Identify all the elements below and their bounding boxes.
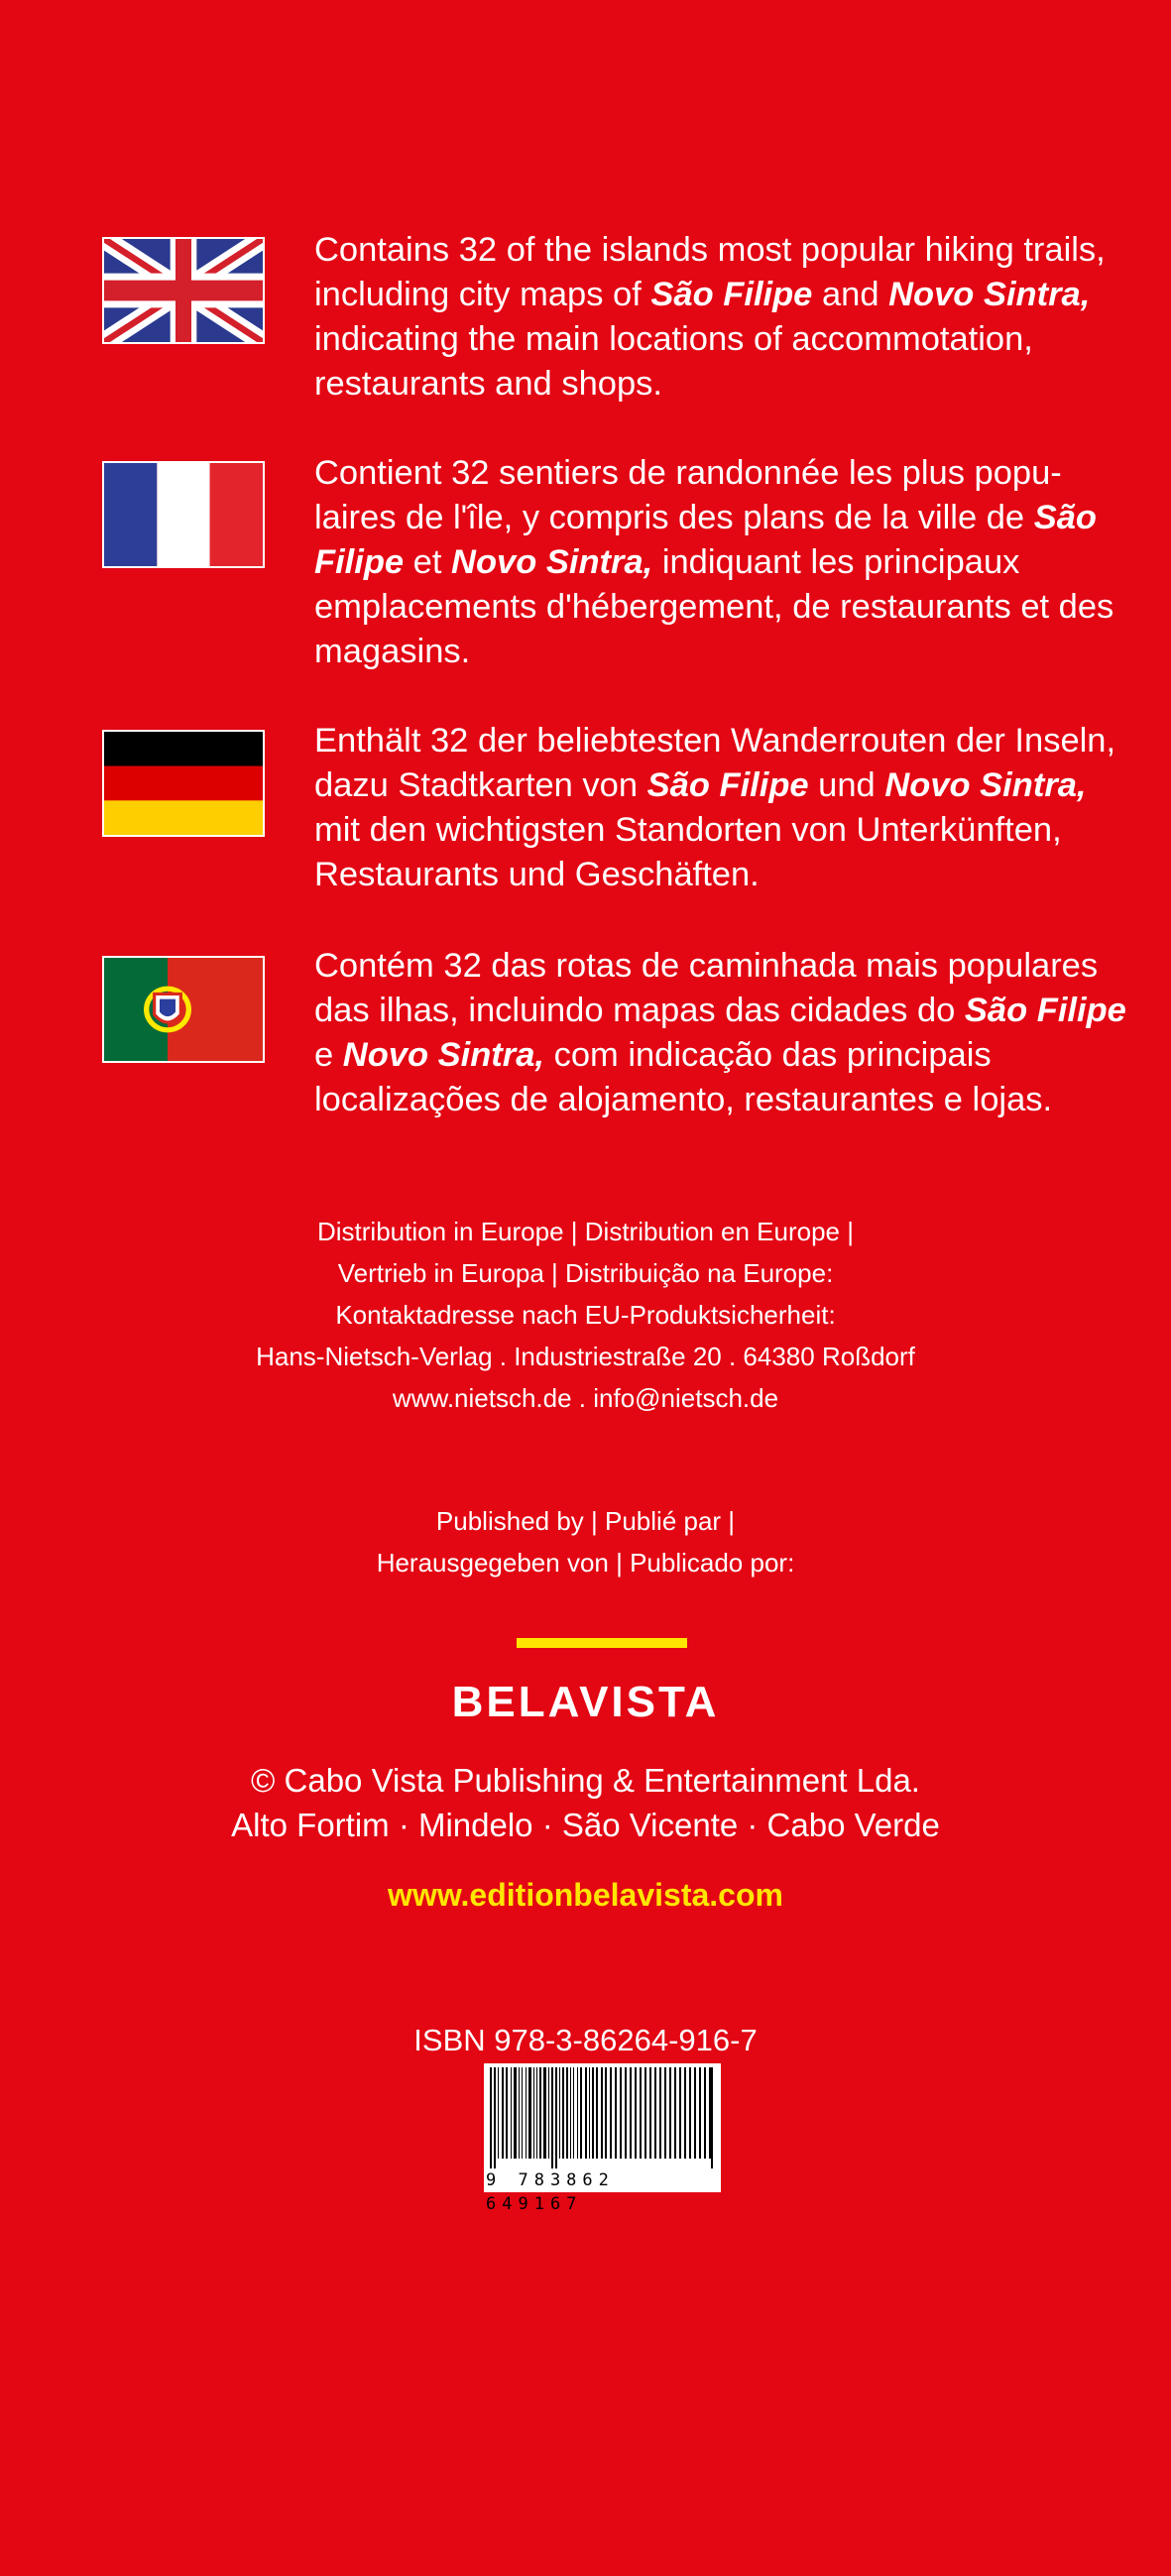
barcode-bar [615,2067,617,2159]
description-text: indicating the main locations of accommotation, restaurants and shops. [314,320,1033,403]
barcode-bar [533,2067,534,2159]
place-name: Novo Sintra, [342,1036,544,1074]
accent-divider [517,1638,687,1648]
language-description-en [314,228,1127,407]
place-name: Novo Sintra, [451,543,653,581]
publisher-website-link[interactable]: www.editionbelavista.com [388,1877,783,1913]
barcode-bar [490,2067,492,2168]
france-flag-icon [102,461,265,568]
barcode-bar [551,2067,553,2168]
barcode-bar [644,2067,646,2159]
description-text: Contém 32 das rotas de caminhada mais populares das ilhas, incluindo mapas das cidades do [314,947,1099,1029]
barcode-bar [526,2067,527,2159]
barcode-bar [559,2067,560,2159]
copyright-line: © Cabo Vista Publishing & Entertainment Lda. [251,1762,920,1799]
barcode-bar [498,2067,499,2159]
barcode-bar [630,2067,632,2159]
barcode-bar [684,2067,686,2159]
place-name: Novo Sintra, [888,276,1091,313]
barcode-bar [548,2067,549,2159]
description-text: e [314,1036,343,1074]
barcode-bar [605,2067,607,2159]
uk-flag-icon [102,237,265,344]
barcode-bar [589,2067,590,2159]
barcode-bar [659,2067,661,2159]
description-text: Contains 32 of the islands most popular hiking trails, including city maps of [314,231,1106,313]
description-text: mit den wichtigsten Standorten von Unterkünften, Restaurants und Geschäften. [314,811,1062,893]
barcode-bar [711,2067,713,2168]
published-by-line: Published by | Publié par | [435,1506,736,1536]
barcode-bar [539,2067,541,2159]
germany-flag-icon [102,730,265,837]
barcode-bar [694,2067,696,2159]
barcode-bar [649,2067,651,2159]
barcode-bar [522,2067,523,2159]
description-text: und [808,766,885,804]
barcode-bar [580,2067,582,2159]
description-text: et [404,543,452,581]
barcode-bar [585,2067,587,2159]
barcode-bar [625,2067,627,2159]
barcode-bar [596,2067,598,2159]
barcode-bar [592,2067,594,2159]
address-line: Alto Fortim · Mindelo · São Vicente · Cabo Verde [231,1807,940,1843]
distribution-contact: www.nietsch.de . info@nietsch.de [392,1383,779,1413]
description-text: indiquant les principaux emplacements d'hébergement, de restaurants et des magasins. [314,543,1114,670]
barcode-bar [573,2067,574,2159]
place-name: São Filipe [964,992,1126,1029]
barcode-bar [620,2067,622,2159]
published-by-line: Herausgegeben von | Publicado por: [376,1548,795,1578]
barcode-bar [654,2067,656,2159]
place-name: Novo Sintra, [884,766,1087,804]
distribution-line: Vertrieb in Europa | Distribuição na Europe: [337,1258,834,1288]
distribution-info [0,1211,1171,1419]
barcode-bar [511,2067,512,2159]
copyright-notice [0,1758,1171,1847]
barcode-bar [506,2067,508,2159]
barcode-bar [502,2067,504,2159]
portugal-flag-icon [102,956,265,1063]
place-name: São Filipe [650,276,813,313]
barcode-bar [704,2067,706,2159]
barcode-bar [528,2067,531,2159]
barcode-bar [669,2067,671,2159]
barcode-bar [514,2067,517,2159]
barcode-bar [601,2067,603,2159]
barcode-bar [555,2067,557,2168]
published-by [0,1500,1171,1583]
barcode-bar [543,2067,546,2159]
barcode-bar [610,2067,612,2159]
barcode-bar [689,2067,691,2159]
barcode-bar [640,2067,642,2159]
barcode-bars [484,2063,721,2168]
description-text: and [812,276,889,313]
description-text: Contient 32 sentiers de randonnée les plus popu-laires de l'île, y compris des plans de la ville de [314,454,1062,536]
isbn-label: ISBN 978-3-86264-916-7 [413,2023,758,2057]
distribution-address: Hans-Nietsch-Verlag . Industriestraße 20 . 64380 Roßdorf [256,1342,915,1371]
description-text: com indicação das principais localizações de alojamento, restaurantes e lojas. [314,1036,1053,1118]
barcode-bar [577,2067,578,2159]
distribution-line: Kontaktadresse nach EU-Produktsicherheit: [335,1300,836,1330]
place-name: São Filipe [314,499,1097,581]
barcode-bar [566,2067,568,2159]
publisher-logo: BELAVISTA [451,1678,720,1726]
barcode-bar [519,2067,520,2159]
barcode-bar [674,2067,676,2159]
language-description-fr [314,451,1127,674]
barcode-bar [679,2067,681,2159]
barcode-bar [536,2067,537,2159]
barcode-bar [562,2067,564,2159]
language-description-pt [314,944,1127,1122]
place-name: São Filipe [646,766,809,804]
barcode-bar [709,2067,711,2159]
barcode-bar [699,2067,701,2159]
distribution-line: Distribution in Europe | Distribution en Europe | [316,1217,854,1246]
barcode-bar [635,2067,637,2159]
barcode-digits: 9 783862 649167 [486,2170,615,2214]
barcode-bar [494,2067,496,2168]
description-text: Enthält 32 der beliebtesten Wanderrouten der Inseln, dazu Stadtkarten von [314,722,1116,804]
language-description-de [314,719,1127,897]
barcode-bar [570,2067,571,2159]
barcode [484,2063,721,2214]
barcode-bar [664,2067,666,2159]
